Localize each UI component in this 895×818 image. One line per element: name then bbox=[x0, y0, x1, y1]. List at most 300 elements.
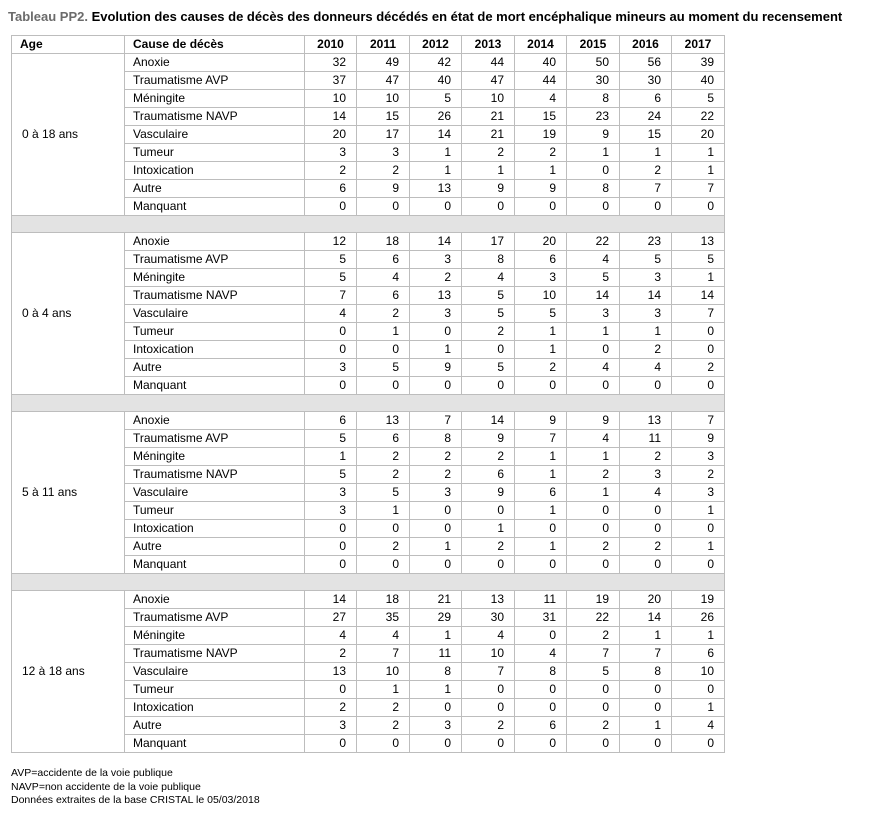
value-cell: 0 bbox=[515, 627, 567, 645]
value-cell: 0 bbox=[567, 341, 620, 359]
value-cell: 0 bbox=[357, 520, 410, 538]
value-cell: 47 bbox=[462, 72, 515, 90]
value-cell: 10 bbox=[357, 90, 410, 108]
cause-cell: Anoxie bbox=[125, 412, 305, 430]
value-cell: 1 bbox=[515, 323, 567, 341]
value-cell: 10 bbox=[672, 663, 725, 681]
value-cell: 0 bbox=[462, 699, 515, 717]
value-cell: 26 bbox=[672, 609, 725, 627]
value-cell: 13 bbox=[305, 663, 357, 681]
value-cell: 0 bbox=[515, 520, 567, 538]
value-cell: 0 bbox=[462, 681, 515, 699]
cause-cell: Méningite bbox=[125, 90, 305, 108]
value-cell: 15 bbox=[515, 108, 567, 126]
value-cell: 0 bbox=[515, 377, 567, 395]
cause-cell: Vasculaire bbox=[125, 305, 305, 323]
value-cell: 7 bbox=[672, 305, 725, 323]
value-cell: 5 bbox=[305, 430, 357, 448]
value-cell: 2 bbox=[305, 162, 357, 180]
value-cell: 11 bbox=[515, 591, 567, 609]
value-cell: 2 bbox=[462, 448, 515, 466]
cause-cell: Méningite bbox=[125, 269, 305, 287]
cause-cell: Autre bbox=[125, 717, 305, 735]
value-cell: 9 bbox=[567, 412, 620, 430]
value-cell: 5 bbox=[462, 305, 515, 323]
value-cell: 0 bbox=[357, 735, 410, 753]
value-cell: 30 bbox=[620, 72, 672, 90]
value-cell: 2 bbox=[462, 323, 515, 341]
value-cell: 1 bbox=[672, 627, 725, 645]
value-cell: 3 bbox=[410, 251, 462, 269]
value-cell: 4 bbox=[462, 627, 515, 645]
value-cell: 3 bbox=[357, 144, 410, 162]
value-cell: 5 bbox=[305, 251, 357, 269]
value-cell: 17 bbox=[462, 233, 515, 251]
value-cell: 5 bbox=[357, 484, 410, 502]
value-cell: 1 bbox=[357, 323, 410, 341]
value-cell: 15 bbox=[357, 108, 410, 126]
table-title bbox=[8, 9, 842, 24]
value-cell: 0 bbox=[305, 735, 357, 753]
cause-cell: Tumeur bbox=[125, 681, 305, 699]
value-cell: 6 bbox=[515, 717, 567, 735]
value-cell: 0 bbox=[620, 377, 672, 395]
table-row bbox=[12, 233, 725, 251]
value-cell: 0 bbox=[620, 198, 672, 216]
value-cell: 13 bbox=[410, 180, 462, 198]
value-cell: 6 bbox=[357, 287, 410, 305]
value-cell: 0 bbox=[672, 681, 725, 699]
value-cell: 5 bbox=[515, 305, 567, 323]
value-cell: 3 bbox=[620, 269, 672, 287]
age-group-cell: 0 à 4 ans bbox=[12, 233, 125, 395]
value-cell: 0 bbox=[515, 556, 567, 574]
value-cell: 2 bbox=[305, 699, 357, 717]
value-cell: 20 bbox=[672, 126, 725, 144]
value-cell: 3 bbox=[672, 448, 725, 466]
value-cell: 35 bbox=[357, 609, 410, 627]
value-cell: 2 bbox=[620, 162, 672, 180]
value-cell: 5 bbox=[410, 90, 462, 108]
cause-of-death-table bbox=[11, 35, 725, 753]
value-cell: 4 bbox=[515, 645, 567, 663]
value-cell: 0 bbox=[567, 735, 620, 753]
value-cell: 5 bbox=[305, 269, 357, 287]
cause-cell: Tumeur bbox=[125, 144, 305, 162]
value-cell: 14 bbox=[305, 591, 357, 609]
value-cell: 20 bbox=[515, 233, 567, 251]
cause-cell: Traumatisme NAVP bbox=[125, 108, 305, 126]
table-title-prefix: Tableau PP2. bbox=[8, 9, 88, 24]
value-cell: 0 bbox=[305, 323, 357, 341]
value-cell: 19 bbox=[672, 591, 725, 609]
value-cell: 2 bbox=[515, 359, 567, 377]
value-cell: 0 bbox=[462, 735, 515, 753]
cause-cell: Anoxie bbox=[125, 591, 305, 609]
value-cell: 1 bbox=[462, 162, 515, 180]
value-cell: 8 bbox=[462, 251, 515, 269]
footnote-navp: NAVP=non accidente de la voie publique bbox=[11, 780, 201, 793]
value-cell: 11 bbox=[410, 645, 462, 663]
value-cell: 7 bbox=[672, 412, 725, 430]
value-cell: 8 bbox=[515, 663, 567, 681]
value-cell: 6 bbox=[672, 645, 725, 663]
value-cell: 20 bbox=[620, 591, 672, 609]
value-cell: 15 bbox=[620, 126, 672, 144]
value-cell: 1 bbox=[515, 538, 567, 556]
value-cell: 9 bbox=[672, 430, 725, 448]
value-cell: 0 bbox=[672, 341, 725, 359]
value-cell: 4 bbox=[357, 627, 410, 645]
value-cell: 0 bbox=[567, 502, 620, 520]
value-cell: 4 bbox=[305, 627, 357, 645]
cause-cell: Anoxie bbox=[125, 233, 305, 251]
value-cell: 0 bbox=[672, 520, 725, 538]
value-cell: 2 bbox=[305, 645, 357, 663]
value-cell: 1 bbox=[410, 627, 462, 645]
separator-cell bbox=[12, 395, 725, 412]
value-cell: 10 bbox=[305, 90, 357, 108]
value-cell: 10 bbox=[462, 645, 515, 663]
value-cell: 0 bbox=[672, 735, 725, 753]
table-row bbox=[12, 591, 725, 609]
value-cell: 23 bbox=[567, 108, 620, 126]
cause-cell: Intoxication bbox=[125, 162, 305, 180]
value-cell: 8 bbox=[567, 180, 620, 198]
value-cell: 18 bbox=[357, 233, 410, 251]
value-cell: 0 bbox=[567, 681, 620, 699]
value-cell: 0 bbox=[357, 556, 410, 574]
value-cell: 0 bbox=[410, 323, 462, 341]
cause-cell: Manquant bbox=[125, 198, 305, 216]
value-cell: 6 bbox=[620, 90, 672, 108]
value-cell: 2 bbox=[357, 699, 410, 717]
value-cell: 0 bbox=[515, 681, 567, 699]
value-cell: 0 bbox=[305, 198, 357, 216]
value-cell: 44 bbox=[462, 54, 515, 72]
value-cell: 21 bbox=[410, 591, 462, 609]
value-cell: 1 bbox=[410, 341, 462, 359]
cause-cell: Manquant bbox=[125, 377, 305, 395]
value-cell: 5 bbox=[620, 251, 672, 269]
value-cell: 31 bbox=[515, 609, 567, 627]
value-cell: 0 bbox=[620, 502, 672, 520]
value-cell: 14 bbox=[305, 108, 357, 126]
value-cell: 14 bbox=[410, 233, 462, 251]
value-cell: 3 bbox=[620, 305, 672, 323]
value-cell: 0 bbox=[305, 681, 357, 699]
value-cell: 3 bbox=[567, 305, 620, 323]
value-cell: 5 bbox=[305, 466, 357, 484]
value-cell: 5 bbox=[462, 359, 515, 377]
table-body bbox=[12, 54, 725, 753]
value-cell: 10 bbox=[515, 287, 567, 305]
value-cell: 0 bbox=[410, 735, 462, 753]
cause-cell: Tumeur bbox=[125, 323, 305, 341]
value-cell: 2 bbox=[410, 466, 462, 484]
value-cell: 8 bbox=[410, 663, 462, 681]
value-cell: 2 bbox=[567, 717, 620, 735]
value-cell: 3 bbox=[305, 484, 357, 502]
value-cell: 40 bbox=[410, 72, 462, 90]
value-cell: 0 bbox=[305, 556, 357, 574]
value-cell: 3 bbox=[515, 269, 567, 287]
header-row bbox=[12, 36, 725, 54]
year-column-header: 2014 bbox=[515, 36, 567, 54]
value-cell: 0 bbox=[305, 520, 357, 538]
value-cell: 40 bbox=[672, 72, 725, 90]
cause-cell: Vasculaire bbox=[125, 126, 305, 144]
value-cell: 4 bbox=[357, 269, 410, 287]
value-cell: 0 bbox=[672, 198, 725, 216]
value-cell: 7 bbox=[515, 430, 567, 448]
value-cell: 8 bbox=[620, 663, 672, 681]
value-cell: 2 bbox=[672, 359, 725, 377]
value-cell: 9 bbox=[515, 180, 567, 198]
value-cell: 0 bbox=[410, 502, 462, 520]
age-group-cell: 12 à 18 ans bbox=[12, 591, 125, 753]
value-cell: 2 bbox=[620, 341, 672, 359]
value-cell: 12 bbox=[305, 233, 357, 251]
cause-cell: Vasculaire bbox=[125, 663, 305, 681]
value-cell: 2 bbox=[357, 162, 410, 180]
value-cell: 2 bbox=[410, 269, 462, 287]
value-cell: 30 bbox=[462, 609, 515, 627]
age-group-cell: 5 à 11 ans bbox=[12, 412, 125, 574]
value-cell: 2 bbox=[567, 538, 620, 556]
year-column-header: 2016 bbox=[620, 36, 672, 54]
value-cell: 1 bbox=[357, 502, 410, 520]
value-cell: 10 bbox=[357, 663, 410, 681]
value-cell: 4 bbox=[462, 269, 515, 287]
value-cell: 2 bbox=[462, 717, 515, 735]
value-cell: 10 bbox=[462, 90, 515, 108]
value-cell: 1 bbox=[515, 162, 567, 180]
value-cell: 0 bbox=[462, 341, 515, 359]
value-cell: 0 bbox=[410, 699, 462, 717]
value-cell: 14 bbox=[410, 126, 462, 144]
value-cell: 9 bbox=[567, 126, 620, 144]
value-cell: 4 bbox=[567, 359, 620, 377]
value-cell: 2 bbox=[515, 144, 567, 162]
value-cell: 0 bbox=[620, 556, 672, 574]
value-cell: 0 bbox=[672, 556, 725, 574]
value-cell: 2 bbox=[672, 466, 725, 484]
cause-cell: Traumatisme AVP bbox=[125, 609, 305, 627]
cause-cell: Traumatisme AVP bbox=[125, 251, 305, 269]
value-cell: 4 bbox=[620, 484, 672, 502]
value-cell: 14 bbox=[567, 287, 620, 305]
footnote-avp: AVP=accidente de la voie publique bbox=[11, 767, 173, 779]
cause-column-header: Cause de décès bbox=[125, 36, 305, 54]
value-cell: 1 bbox=[515, 502, 567, 520]
value-cell: 1 bbox=[672, 538, 725, 556]
value-cell: 4 bbox=[672, 717, 725, 735]
cause-cell: Traumatisme AVP bbox=[125, 72, 305, 90]
value-cell: 23 bbox=[620, 233, 672, 251]
cause-cell: Autre bbox=[125, 180, 305, 198]
value-cell: 11 bbox=[620, 430, 672, 448]
value-cell: 3 bbox=[672, 484, 725, 502]
group-separator bbox=[12, 216, 725, 233]
value-cell: 22 bbox=[567, 609, 620, 627]
cause-cell: Traumatisme NAVP bbox=[125, 287, 305, 305]
value-cell: 18 bbox=[357, 591, 410, 609]
cause-cell: Vasculaire bbox=[125, 484, 305, 502]
value-cell: 2 bbox=[357, 466, 410, 484]
value-cell: 2 bbox=[567, 627, 620, 645]
value-cell: 0 bbox=[462, 198, 515, 216]
value-cell: 9 bbox=[462, 484, 515, 502]
value-cell: 0 bbox=[567, 162, 620, 180]
value-cell: 7 bbox=[620, 180, 672, 198]
value-cell: 2 bbox=[620, 538, 672, 556]
value-cell: 7 bbox=[462, 663, 515, 681]
value-cell: 1 bbox=[620, 323, 672, 341]
value-cell: 6 bbox=[515, 251, 567, 269]
value-cell: 6 bbox=[357, 251, 410, 269]
value-cell: 0 bbox=[567, 520, 620, 538]
value-cell: 0 bbox=[620, 699, 672, 717]
cause-cell: Traumatisme NAVP bbox=[125, 466, 305, 484]
value-cell: 1 bbox=[357, 681, 410, 699]
value-cell: 32 bbox=[305, 54, 357, 72]
value-cell: 1 bbox=[515, 448, 567, 466]
value-cell: 0 bbox=[305, 538, 357, 556]
value-cell: 9 bbox=[410, 359, 462, 377]
cause-cell: Traumatisme AVP bbox=[125, 430, 305, 448]
value-cell: 1 bbox=[620, 717, 672, 735]
value-cell: 2 bbox=[410, 448, 462, 466]
value-cell: 13 bbox=[620, 412, 672, 430]
value-cell: 14 bbox=[620, 609, 672, 627]
year-column-header: 2013 bbox=[462, 36, 515, 54]
value-cell: 9 bbox=[515, 412, 567, 430]
value-cell: 3 bbox=[410, 717, 462, 735]
value-cell: 49 bbox=[357, 54, 410, 72]
value-cell: 0 bbox=[357, 377, 410, 395]
value-cell: 4 bbox=[567, 430, 620, 448]
value-cell: 0 bbox=[672, 377, 725, 395]
value-cell: 3 bbox=[305, 144, 357, 162]
value-cell: 1 bbox=[462, 520, 515, 538]
cause-cell: Manquant bbox=[125, 735, 305, 753]
value-cell: 0 bbox=[620, 681, 672, 699]
value-cell: 1 bbox=[672, 162, 725, 180]
value-cell: 3 bbox=[410, 484, 462, 502]
cause-cell: Intoxication bbox=[125, 520, 305, 538]
value-cell: 13 bbox=[357, 412, 410, 430]
value-cell: 5 bbox=[357, 359, 410, 377]
value-cell: 0 bbox=[620, 735, 672, 753]
value-cell: 4 bbox=[620, 359, 672, 377]
age-column-header: Age bbox=[12, 36, 125, 54]
value-cell: 13 bbox=[672, 233, 725, 251]
value-cell: 1 bbox=[672, 269, 725, 287]
value-cell: 2 bbox=[357, 717, 410, 735]
cause-cell: Autre bbox=[125, 538, 305, 556]
value-cell: 7 bbox=[567, 645, 620, 663]
value-cell: 1 bbox=[620, 627, 672, 645]
value-cell: 19 bbox=[567, 591, 620, 609]
value-cell: 44 bbox=[515, 72, 567, 90]
value-cell: 19 bbox=[515, 126, 567, 144]
value-cell: 14 bbox=[462, 412, 515, 430]
group-separator bbox=[12, 574, 725, 591]
value-cell: 0 bbox=[462, 502, 515, 520]
value-cell: 0 bbox=[567, 699, 620, 717]
value-cell: 0 bbox=[462, 556, 515, 574]
value-cell: 0 bbox=[567, 556, 620, 574]
year-column-header: 2010 bbox=[305, 36, 357, 54]
value-cell: 5 bbox=[567, 663, 620, 681]
value-cell: 40 bbox=[515, 54, 567, 72]
value-cell: 1 bbox=[567, 144, 620, 162]
value-cell: 26 bbox=[410, 108, 462, 126]
value-cell: 1 bbox=[410, 538, 462, 556]
value-cell: 0 bbox=[567, 198, 620, 216]
value-cell: 47 bbox=[357, 72, 410, 90]
value-cell: 0 bbox=[410, 520, 462, 538]
value-cell: 1 bbox=[305, 448, 357, 466]
value-cell: 39 bbox=[672, 54, 725, 72]
value-cell: 0 bbox=[620, 520, 672, 538]
value-cell: 0 bbox=[515, 198, 567, 216]
value-cell: 56 bbox=[620, 54, 672, 72]
cause-cell: Anoxie bbox=[125, 54, 305, 72]
value-cell: 21 bbox=[462, 108, 515, 126]
value-cell: 1 bbox=[620, 144, 672, 162]
value-cell: 4 bbox=[567, 251, 620, 269]
value-cell: 0 bbox=[410, 377, 462, 395]
year-column-header: 2017 bbox=[672, 36, 725, 54]
value-cell: 27 bbox=[305, 609, 357, 627]
footnote-source: Données extraites de la base CRISTAL le 05/03/2018 bbox=[11, 794, 260, 806]
value-cell: 6 bbox=[305, 180, 357, 198]
value-cell: 7 bbox=[410, 412, 462, 430]
year-column-header: 2012 bbox=[410, 36, 462, 54]
value-cell: 2 bbox=[462, 538, 515, 556]
value-cell: 1 bbox=[567, 448, 620, 466]
value-cell: 7 bbox=[672, 180, 725, 198]
footnotes bbox=[11, 767, 260, 808]
value-cell: 9 bbox=[357, 180, 410, 198]
value-cell: 4 bbox=[515, 90, 567, 108]
value-cell: 5 bbox=[462, 287, 515, 305]
value-cell: 0 bbox=[305, 341, 357, 359]
value-cell: 2 bbox=[357, 538, 410, 556]
value-cell: 0 bbox=[515, 735, 567, 753]
value-cell: 9 bbox=[462, 180, 515, 198]
value-cell: 6 bbox=[305, 412, 357, 430]
value-cell: 0 bbox=[672, 323, 725, 341]
cause-cell: Méningite bbox=[125, 627, 305, 645]
cause-cell: Méningite bbox=[125, 448, 305, 466]
separator-cell bbox=[12, 216, 725, 233]
value-cell: 0 bbox=[410, 198, 462, 216]
value-cell: 30 bbox=[567, 72, 620, 90]
group-separator bbox=[12, 395, 725, 412]
table-row bbox=[12, 54, 725, 72]
value-cell: 0 bbox=[357, 341, 410, 359]
value-cell: 21 bbox=[462, 126, 515, 144]
value-cell: 37 bbox=[305, 72, 357, 90]
value-cell: 0 bbox=[567, 377, 620, 395]
cause-cell: Intoxication bbox=[125, 341, 305, 359]
table-title-text: Evolution des causes de décès des donneurs décédés en état de mort encéphalique mineurs au moment du recensement bbox=[91, 9, 843, 24]
value-cell: 22 bbox=[672, 108, 725, 126]
cause-cell: Tumeur bbox=[125, 502, 305, 520]
